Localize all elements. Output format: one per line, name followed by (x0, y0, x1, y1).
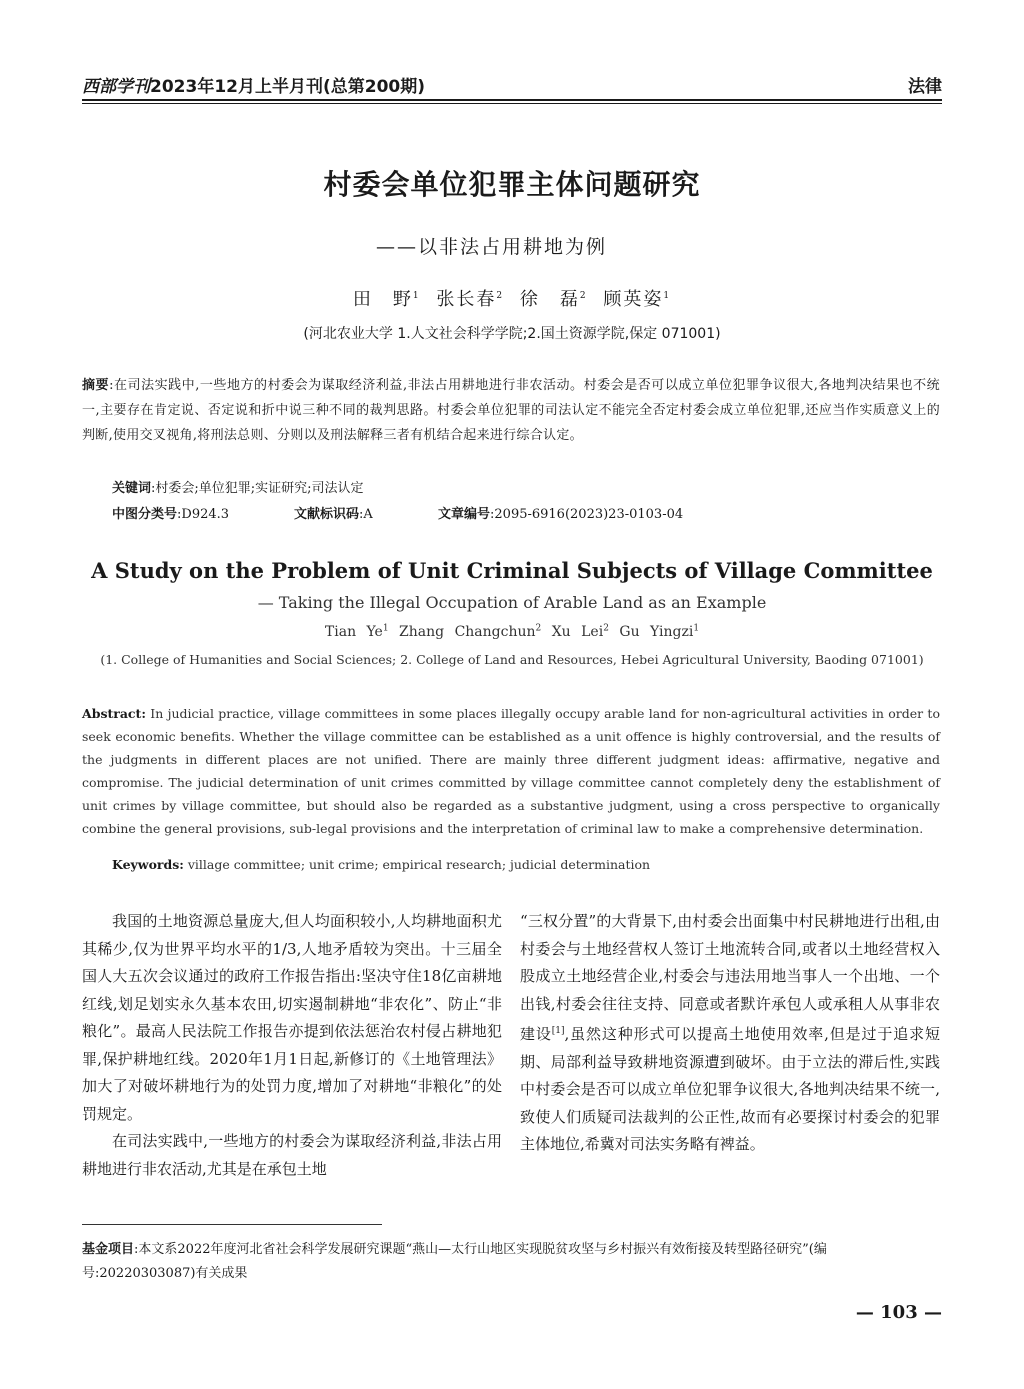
footnote-funding (82, 1238, 940, 1286)
header-rule-thin (82, 103, 942, 104)
classification-line (112, 503, 912, 523)
keywords-cn-text: :村委会;单位犯罪;实证研究;司法认定 (151, 481, 364, 496)
authors-cn (0, 285, 1024, 311)
body-paragraph: “三权分置”的大背景下,由村委会出面集中村民耕地进行出租,由村委会与土地经营权人签订土地流转合同,或者以土地经营权入股成立土地经营企业,村委会与违法用地当事人一个出地、一个出钱,村委会往往支持、同意或者默许承包人或承租人从事非农建设[1],虽然这种形式可以提高土地使用效率,但是过于追求短期、局部利益导致耕地资源遭到破坏。由于立法的滞后性,实践中村委会是否可以成立单位犯罪争议很大,各地判决结果不统一,致使人们质疑司法裁判的公正性,故而有必要探讨村委会的犯罪主体地位,希冀对司法实务略有裨益。 (520, 912, 940, 1153)
affiliation-cn: (河北农业大学 1.人文社会科学学院;2.国土资源学院,保定 071001) (303, 326, 721, 342)
title-cn: 村委会单位犯罪主体问题研究 (323, 168, 701, 201)
keywords-cn (112, 477, 364, 496)
journal-issue-text: 2023年12月上半月刊(总第200期) (150, 77, 425, 97)
abstract-en-label: Abstract: (82, 706, 146, 721)
keywords-cn-label: 关键词 (112, 481, 152, 496)
journal-issue (82, 72, 425, 97)
document-code: 文献标识码:A (294, 507, 373, 522)
affiliation-en: (1. College of Humanities and Social Sciences; 2. College of Land and Resources, Hebei Agricultural University, Baoding 071001) (100, 652, 924, 667)
author-cn: 张长春$^2$ (436, 289, 505, 310)
author-cn: 田 野$^1$ (352, 289, 421, 310)
body-paragraph: 我国的土地资源总量庞大,但人均面积较小,人均耕地面积尤其稀少,仅为世界平均水平的1/3,人地矛盾较为突出。十三届全国人大五次会议通过的政府工作报告指出:坚决守住18亿亩耕地红线,划足划实永久基本农田,切实遏制耕地“非农化”、防止“非粮化”。最高人民法院工作报告亦提到依法惩治农村侵占耕地犯罪,保护耕地红线。2020年1月1日起,新修订的《土地管理法》加大了对破坏耕地行为的处罚力度,增加了对耕地“非粮化”的处罚规定。 (82, 912, 502, 1123)
footnote-text: :本文系2022年度河北省社会科学发展研究课题“燕山—太行山地区实现脱贫攻坚与乡村振兴有效衔接及转型路径研究”(编号:20220303087)有关成果 (82, 1242, 827, 1281)
author-cn: 徐 磊$^2$ (519, 289, 588, 310)
keywords-en (112, 857, 650, 872)
journal-logo: 西部学刊 (82, 77, 150, 97)
author-en: Tian Ye$^1$ (324, 623, 389, 640)
citation-ref: [1] (551, 1026, 565, 1036)
section-label: 法律 (908, 77, 942, 97)
body-column-left (82, 908, 502, 1183)
body-paragraph: 在司法实践中,一些地方的村委会为谋取经济利益,非法占用耕地进行非农活动,尤其是在承包土地 (82, 1132, 502, 1178)
authors-en (0, 623, 1024, 640)
body-column-right (520, 908, 940, 1159)
keywords-en-label: Keywords: (112, 857, 184, 872)
keywords-en-text: village committee; unit crime; empirical research; judicial determination (183, 857, 651, 872)
subtitle-en: — Taking the Illegal Occupation of Arable Land as an Example (257, 593, 767, 612)
page-number: — 103 — (855, 1302, 942, 1323)
subtitle-cn: ——以非法占用耕地为例 (376, 236, 608, 258)
abstract-cn (82, 373, 940, 448)
footnote-rule (82, 1224, 382, 1225)
article-number: 文章编号:2095-6916(2023)23-0103-04 (438, 507, 684, 522)
author-en: Xu Lei$^2$ (551, 623, 609, 640)
author-en: Zhang Changchun$^2$ (399, 623, 542, 640)
abstract-en-text: In judicial practice, village committees in some places illegally occupy arable land for non-agricultural activities in order to seek economic benefits. Whether the village committee can be established as a unit offence is highly controversial, and the results of the judgments in different places are not unified. There are mainly three different judgment ideas: affirmative, negative and compromise. The judicial determination of unit crimes committed by village committee cannot completely deny the establishment of unit crimes by village committee, but should also be regarded as a substantive judgment, using a cross perspective to organically combine the general provisions, sub-legal provisions and the interpretation of criminal law to make a comprehensive determination. (82, 706, 940, 836)
clc-number: 中图分类号:D924.3 (112, 507, 230, 522)
header-rule-thick (82, 99, 942, 101)
author-en: Gu Yingzi$^1$ (619, 623, 700, 640)
running-header (82, 68, 942, 102)
footnote-label: 基金项目 (82, 1242, 135, 1257)
abstract-cn-text: :在司法实践中,一些地方的村委会为谋取经济利益,非法占用耕地进行非农活动。村委会是否可以成立单位犯罪争议很大,各地判决结果也不统一,主要存在肯定说、否定说和折中说三种不同的裁判思路。村委会单位犯罪的司法认定不能完全否定村委会成立单位犯罪,还应当作实质意义上的判断,使用交叉视角,将刑法总则、分则以及刑法解释三者有机结合起来进行综合认定。 (82, 378, 940, 443)
abstract-cn-label: 摘要 (82, 378, 110, 393)
title-en: A Study on the Problem of Unit Criminal Subjects of Village Committee (91, 558, 933, 583)
author-cn: 顾英姿$^1$ (603, 289, 672, 310)
abstract-en (82, 702, 940, 840)
